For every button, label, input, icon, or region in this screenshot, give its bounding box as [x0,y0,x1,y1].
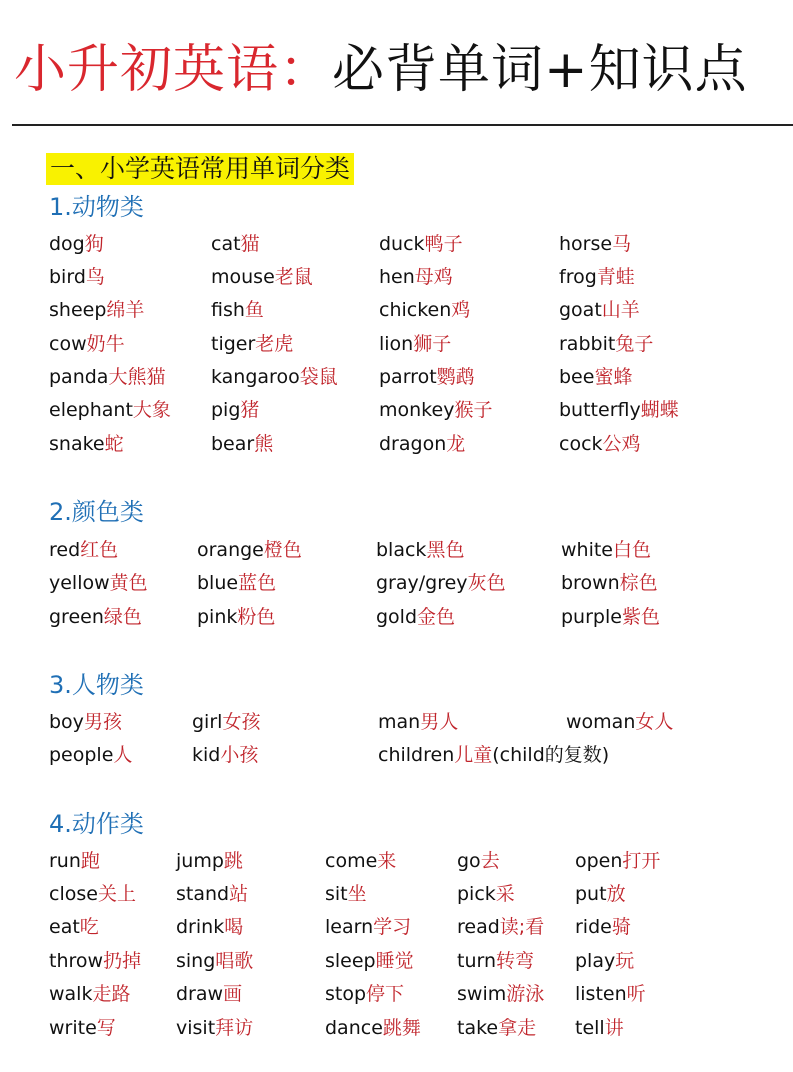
word-chinese: 关上 [97,883,136,905]
word-chinese: 龙 [446,433,466,455]
word-english: parrot [379,366,437,388]
word-entry [575,980,646,1008]
word-english: bear [211,433,255,455]
word-entry [575,847,660,875]
word-entry [376,536,464,564]
word-entry [49,603,142,631]
word-english: gray/grey [376,572,468,594]
word-entry [197,536,302,564]
word-chinese: 青蛙 [596,266,635,288]
word-chinese: 小孩 [220,744,259,766]
word-entry [559,230,631,258]
word-entry [49,880,136,908]
word-entry [457,947,534,975]
word-entry [211,363,338,391]
page-title-red: 小升初英语： [14,40,333,100]
word-entry [325,913,411,941]
word-english: stand [176,883,230,905]
word-chinese: 唱歌 [215,950,254,972]
word-entry [379,396,492,424]
word-chinese: 人 [113,744,133,766]
word-english: red [49,539,81,561]
word-entry [325,1014,421,1042]
word-entry [378,741,609,769]
word-chinese: 跑 [80,850,100,872]
word-entry [49,947,141,975]
word-english: lion [379,333,414,355]
word-chinese: 骑 [611,916,631,938]
word-entry [49,230,104,258]
word-english: jump [176,850,224,872]
word-chinese: 鸡 [451,299,471,321]
word-english: goat [559,299,602,321]
word-english: pig [211,399,241,421]
word-entry [457,913,544,941]
word-entry [559,430,641,458]
word-chinese: 黑色 [426,539,465,561]
page-title-black: 必背单词+知识点 [332,40,748,100]
word-english: man [378,711,421,733]
word-chinese: 奶牛 [86,333,125,355]
word-chinese: 鱼 [244,299,264,321]
word-english: horse [559,233,613,255]
word-chinese: 鸭子 [424,233,463,255]
category-heading-colors: 2.颜色类 [49,498,144,526]
word-entry [559,363,632,391]
word-entry [49,708,122,736]
word-english: tell [575,1017,605,1039]
title-divider [12,124,793,126]
word-chinese: 坐 [347,883,367,905]
word-chinese: 母鸡 [414,266,453,288]
word-entry [49,569,148,597]
word-chinese: 听 [626,983,646,1005]
word-chinese: 袋鼠 [299,366,338,388]
word-entry [575,1014,624,1042]
word-english: draw [176,983,224,1005]
word-chinese: 女孩 [222,711,261,733]
word-chinese: 讲 [604,1017,624,1039]
word-chinese: 喝 [224,916,244,938]
word-entry [379,363,475,391]
word-entry [575,880,626,908]
word-chinese: 山羊 [601,299,640,321]
word-entry [325,847,396,875]
word-chinese: 蜜蜂 [594,366,633,388]
word-english: throw [49,950,104,972]
word-entry [379,230,463,258]
word-chinese: 大象 [132,399,171,421]
word-english: frog [559,266,597,288]
word-english: read [457,916,500,938]
word-entry [211,263,313,291]
word-english: dog [49,233,85,255]
word-entry [176,847,243,875]
word-chinese: 吃 [79,916,99,938]
word-entry [211,430,273,458]
word-english: swim [457,983,507,1005]
word-chinese: 蝴蝶 [640,399,679,421]
word-entry [176,880,248,908]
word-chinese: 橙色 [263,539,302,561]
word-chinese: 转弯 [496,950,535,972]
word-english: bird [49,266,86,288]
word-english: kangaroo [211,366,300,388]
word-chinese: 绿色 [103,606,142,628]
word-english: sing [176,950,216,972]
word-entry [561,569,658,597]
word-entry [49,263,105,291]
word-english: brown [561,572,620,594]
word-english: learn [325,916,374,938]
word-entry [559,296,640,324]
word-chinese: 睡觉 [375,950,414,972]
word-english: take [457,1017,499,1039]
word-chinese: 跳舞 [382,1017,421,1039]
word-english: drink [176,916,225,938]
word-chinese: 学习 [373,916,412,938]
word-english: orange [197,539,264,561]
word-english: dance [325,1017,383,1039]
word-english: sheep [49,299,107,321]
word-entry [325,980,404,1008]
word-entry [376,569,506,597]
section-heading: 一、小学英语常用单词分类 [46,153,354,185]
word-chinese: 打开 [622,850,661,872]
word-english: chicken [379,299,452,321]
word-entry [49,363,165,391]
word-english: sleep [325,950,376,972]
word-chinese: 跳 [223,850,243,872]
word-entry [457,880,515,908]
word-chinese: 游泳 [506,983,545,1005]
word-chinese: 粉色 [237,606,276,628]
word-chinese: 猪 [240,399,260,421]
word-english: purple [561,606,622,628]
word-english: open [575,850,623,872]
word-chinese: 儿童 [454,744,493,766]
word-entry [197,603,275,631]
word-entry [176,980,242,1008]
word-entry [197,569,276,597]
word-chinese: 蓝色 [238,572,277,594]
word-entry [379,263,453,291]
word-chinese: 画 [223,983,243,1005]
word-chinese: 红色 [80,539,119,561]
word-note: (child的复数) [492,744,610,766]
word-entry [379,330,451,358]
word-english: write [49,1017,97,1039]
word-english: walk [49,983,93,1005]
word-english: close [49,883,98,905]
word-chinese: 公鸡 [602,433,641,455]
word-english: tiger [211,333,256,355]
word-entry [559,263,635,291]
category-heading-actions: 4.动作类 [49,810,144,838]
word-english: cock [559,433,603,455]
word-english: yellow [49,572,110,594]
word-chinese: 扔掉 [103,950,142,972]
word-entry [49,980,130,1008]
word-entry [49,847,100,875]
word-entry [457,847,500,875]
word-english: girl [192,711,223,733]
word-english: cat [211,233,241,255]
word-chinese: 紫色 [621,606,660,628]
word-entry [559,396,679,424]
word-english: people [49,744,114,766]
word-chinese: 来 [377,850,397,872]
word-entry [561,536,651,564]
word-chinese: 拿走 [498,1017,537,1039]
word-english: go [457,850,481,872]
word-entry [49,536,118,564]
word-english: monkey [379,399,455,421]
word-english: come [325,850,378,872]
word-chinese: 狮子 [413,333,452,355]
word-english: run [49,850,81,872]
word-english: bee [559,366,595,388]
word-entry [211,330,293,358]
word-entry [575,947,634,975]
word-english: put [575,883,607,905]
word-entry [176,1014,253,1042]
word-chinese: 鸟 [85,266,105,288]
word-entry [561,603,660,631]
word-entry [49,330,125,358]
word-english: play [575,950,616,972]
word-entry [49,430,124,458]
word-chinese: 黄色 [109,572,148,594]
word-entry [192,708,260,736]
word-chinese: 站 [229,883,249,905]
word-entry [376,603,455,631]
word-entry [176,947,253,975]
word-chinese: 放 [606,883,626,905]
word-english: pick [457,883,496,905]
word-chinese: 玩 [615,950,635,972]
word-english: kid [192,744,221,766]
word-english: children [378,744,455,766]
word-entry [211,296,264,324]
category-heading-animals: 1.动物类 [49,193,144,221]
word-english: white [561,539,613,561]
word-english: duck [379,233,425,255]
category-heading-people: 3.人物类 [49,671,144,699]
word-english: sit [325,883,348,905]
word-entry [379,430,465,458]
word-entry [559,330,653,358]
word-entry [192,741,258,769]
word-chinese: 老虎 [255,333,294,355]
word-english: mouse [211,266,275,288]
word-chinese: 绵羊 [106,299,145,321]
word-entry [325,947,414,975]
word-english: pink [197,606,238,628]
word-english: dragon [379,433,447,455]
word-chinese: 灰色 [467,572,506,594]
word-chinese: 走路 [92,983,131,1005]
word-english: snake [49,433,105,455]
page-title [14,30,784,110]
word-chinese: 猫 [240,233,260,255]
word-entry [457,980,544,1008]
word-entry [566,708,673,736]
word-english: blue [197,572,239,594]
word-english: hen [379,266,415,288]
word-english: woman [566,711,636,733]
word-entry [575,913,631,941]
word-english: elephant [49,399,133,421]
word-english: green [49,606,104,628]
word-entry [49,396,171,424]
word-entry [49,741,132,769]
word-english: panda [49,366,109,388]
word-english: rabbit [559,333,616,355]
word-english: eat [49,916,80,938]
word-entry [211,396,259,424]
word-entry [49,913,99,941]
word-english: listen [575,983,627,1005]
word-chinese: 猴子 [454,399,493,421]
word-chinese: 棕色 [619,572,658,594]
word-chinese: 读;看 [499,916,545,938]
word-chinese: 拜访 [215,1017,254,1039]
word-chinese: 大熊猫 [108,366,166,388]
word-english: stop [325,983,367,1005]
word-chinese: 男孩 [83,711,122,733]
word-chinese: 熊 [254,433,274,455]
word-chinese: 鹦鹉 [436,366,475,388]
word-english: gold [376,606,418,628]
word-chinese: 采 [495,883,515,905]
word-entry [49,296,144,324]
word-entry [176,913,243,941]
word-chinese: 老鼠 [274,266,313,288]
word-entry [49,1014,116,1042]
word-entry [325,880,367,908]
word-chinese: 停下 [366,983,405,1005]
word-english: boy [49,711,84,733]
word-english: fish [211,299,245,321]
word-entry [457,1014,536,1042]
word-chinese: 金色 [417,606,456,628]
word-english: visit [176,1017,216,1039]
word-english: turn [457,950,497,972]
word-entry [378,708,458,736]
word-english: butterfly [559,399,641,421]
word-english: black [376,539,427,561]
word-chinese: 蛇 [104,433,124,455]
word-chinese: 去 [480,850,500,872]
word-chinese: 女人 [635,711,674,733]
word-chinese: 马 [612,233,632,255]
word-chinese: 狗 [84,233,104,255]
word-chinese: 写 [96,1017,116,1039]
word-english: ride [575,916,612,938]
word-entry [211,230,260,258]
word-chinese: 男人 [420,711,459,733]
word-chinese: 兔子 [615,333,654,355]
word-entry [379,296,470,324]
word-english: cow [49,333,87,355]
word-chinese: 白色 [613,539,652,561]
